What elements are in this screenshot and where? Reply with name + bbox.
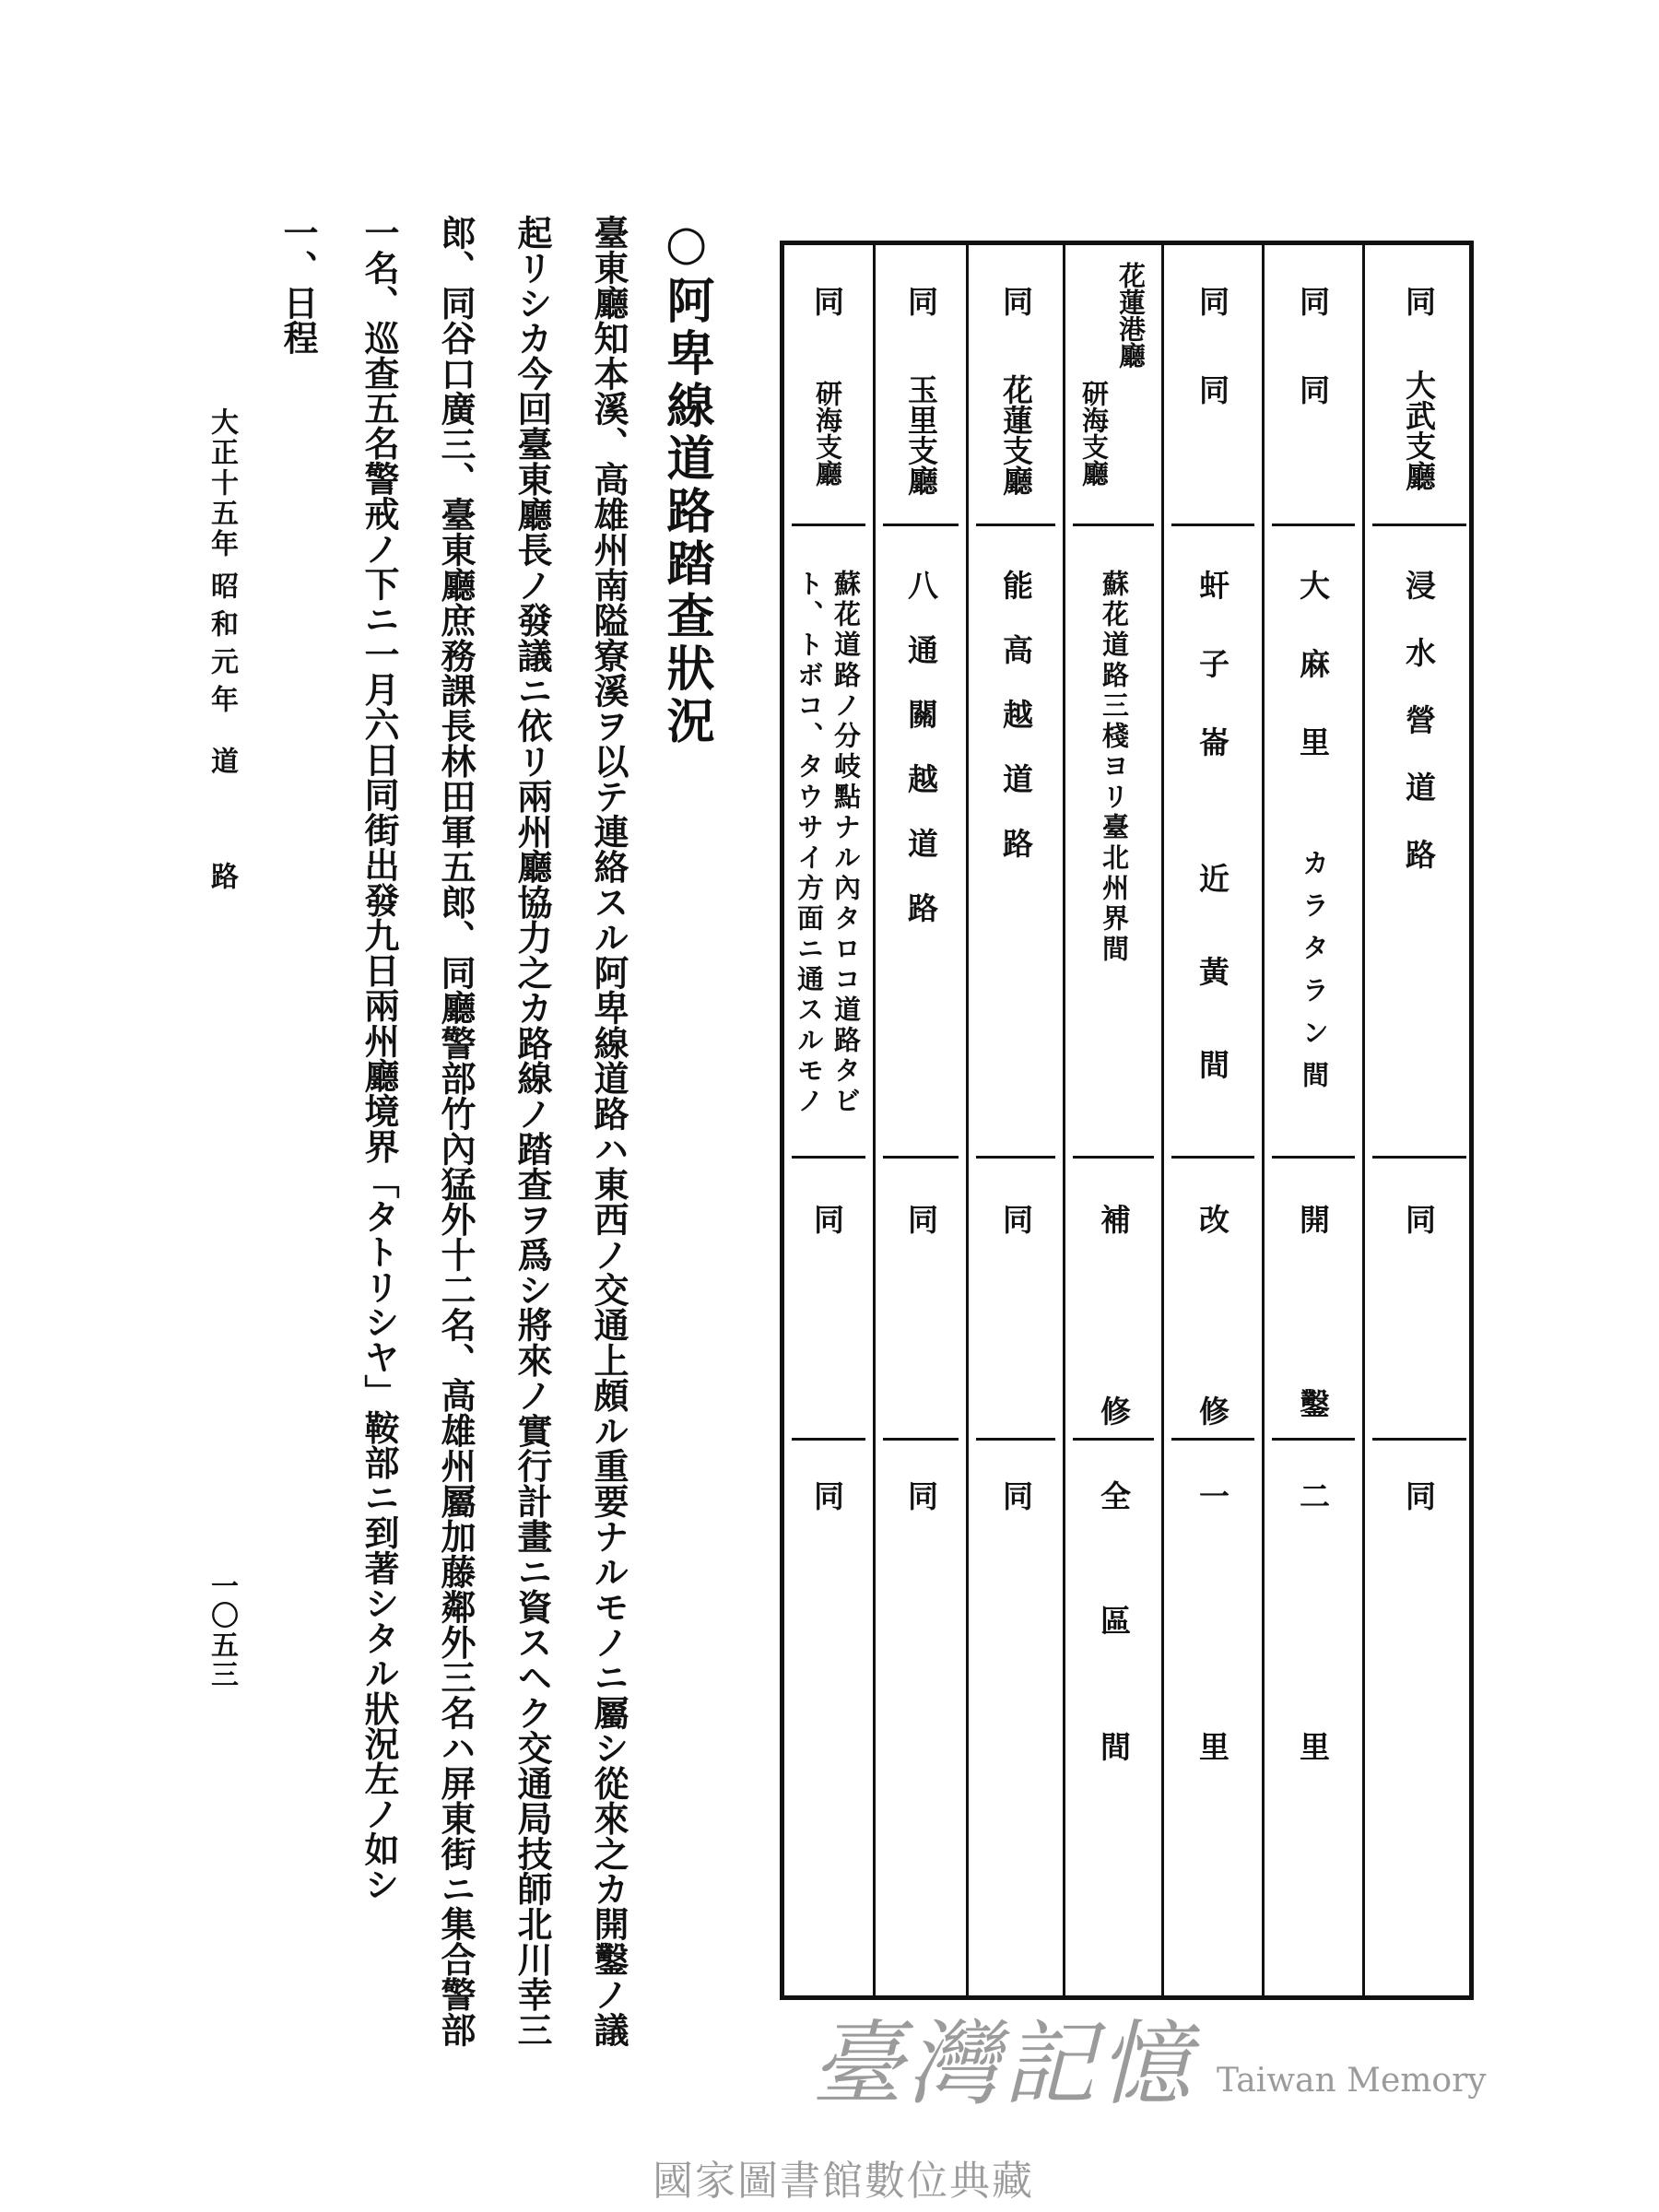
length-unit: 里 <box>1295 1731 1331 1761</box>
work-cell: 修 <box>1096 1395 1132 1426</box>
row-divider <box>976 524 1055 526</box>
body-text-line: 郎、同谷口廣三、臺東廳庶務課長林田軍五郎、同廳警部竹內猛外十二名、高雄州屬加藤鄰外三名ハ屏東街ニ集合警部 <box>435 215 477 2047</box>
watermark-logo: 臺灣記憶 <box>811 2010 1194 2118</box>
route-cell: 虷子崙 <box>1194 570 1230 805</box>
row-divider <box>883 524 959 526</box>
row-divider <box>1073 1438 1154 1441</box>
branch-cell: 研海支廳 <box>1078 380 1110 487</box>
table-row <box>1262 245 1362 1995</box>
route-cell: 能高越道路 <box>998 570 1034 892</box>
branch-cell: 同 <box>1194 374 1230 405</box>
table-row <box>784 245 873 1995</box>
branch-cell: 同 <box>1295 374 1331 405</box>
row-divider <box>1372 1156 1466 1159</box>
route-cell: 八通關越道路 <box>903 570 939 957</box>
section-title: ○阿卑線道路踏查狀況 <box>658 215 714 744</box>
prefecture-cell: 同 <box>903 286 939 316</box>
work-cell: 改 <box>1194 1204 1230 1234</box>
length-cell: 區 <box>1096 1605 1132 1635</box>
prefecture-cell: 同 <box>1194 286 1230 316</box>
branch-cell: 花蓮支廳 <box>998 374 1034 496</box>
prefecture-cell: 同 <box>1401 286 1437 316</box>
row-divider <box>1272 1438 1355 1441</box>
branch-cell: 大武支廳 <box>1401 370 1437 491</box>
running-head-era-alt: 昭和元年 <box>206 571 238 723</box>
length-cell: 同 <box>998 1480 1034 1511</box>
row-divider <box>792 1438 865 1441</box>
table-row <box>873 245 966 1995</box>
route-cell: 大麻里 <box>1295 570 1331 805</box>
length-cell: 二 <box>1295 1480 1331 1511</box>
route-cell-continued: ト、トボコ、タウサイ方面ニ通スルモノ <box>794 570 825 1117</box>
row-divider <box>792 1156 865 1159</box>
route-cell: 蘇花道路ノ分岐點ナル內タロコ道路タビ <box>830 570 862 1117</box>
road-works-table <box>780 241 1474 2000</box>
length-unit: 里 <box>1194 1731 1230 1761</box>
route-cell-end: カラタラン間 <box>1299 849 1330 1103</box>
row-divider <box>1372 1438 1466 1441</box>
length-cell: 同 <box>809 1480 845 1511</box>
table-row <box>1063 245 1161 1995</box>
row-divider <box>883 1156 959 1159</box>
row-divider <box>1272 1156 1355 1159</box>
row-divider <box>1272 524 1355 526</box>
length-cell: 同 <box>903 1480 939 1511</box>
prefecture-cell: 同 <box>998 286 1034 316</box>
work-cell: 同 <box>809 1204 845 1234</box>
row-divider <box>1171 1156 1254 1159</box>
route-cell: 浸水營道路 <box>1401 570 1437 906</box>
work-cell: 同 <box>1401 1204 1437 1234</box>
branch-cell: 研海支廳 <box>812 380 843 487</box>
running-head-section: 路 <box>206 862 238 889</box>
table-row <box>966 245 1063 1995</box>
footer-credit: 國家圖書館數位典藏 <box>653 2158 1034 2205</box>
row-divider <box>976 1438 1055 1441</box>
prefecture-cell: 同 <box>809 286 845 316</box>
work-cell: 同 <box>998 1204 1034 1234</box>
branch-cell: 玉里支廳 <box>903 374 939 496</box>
row-divider <box>883 1438 959 1441</box>
work-cell: 同 <box>903 1204 939 1234</box>
length-cell: 間 <box>1096 1731 1132 1761</box>
length-cell: 一 <box>1194 1480 1230 1511</box>
row-divider <box>1073 524 1154 526</box>
row-divider <box>792 524 865 526</box>
running-head-era: 大正十五年 <box>206 407 238 559</box>
row-divider <box>1372 524 1466 526</box>
table-row <box>1161 245 1262 1995</box>
body-text-line: 臺東廳知本溪、高雄州南隘寮溪ヲ以テ連絡スル阿卑線道路ハ東西ノ交通上頗ル重要ナルモノニ屬シ從來之カ開鑿ノ議 <box>588 215 629 2047</box>
route-cell: 蘇花道路三棧ヨリ臺北州界間 <box>1099 570 1130 965</box>
body-text-line: 起リシカ今回臺東廳長ノ發議ニ依リ兩州廳協力之カ路線ノ踏查ヲ爲シ將來ノ實行計畫ニ資スヘク交通局技師北川幸三 <box>512 215 553 2048</box>
table-row <box>1362 245 1474 1995</box>
watermark-english: Taiwan Memory <box>1217 2062 1487 2100</box>
running-head-section: 道 <box>206 747 238 774</box>
page-number: 一〇五三 <box>206 1571 238 1689</box>
work-cell: 開 <box>1295 1204 1331 1234</box>
body-text-line: 一名、巡查五名警戒ノ下ニ一月六日同街出發九日兩州廳境界「タトリシヤ」鞍部ニ到著シタル狀況左ノ如シ <box>359 215 400 1902</box>
length-cell: 全 <box>1096 1480 1132 1511</box>
prefecture-cell: 花蓮港廳 <box>1115 262 1147 369</box>
row-divider <box>1171 524 1254 526</box>
work-cell: 補 <box>1096 1204 1132 1234</box>
subheading-schedule: 一、日程 <box>277 215 319 355</box>
row-divider <box>1073 1156 1154 1159</box>
work-cell: 鑿 <box>1295 1388 1331 1418</box>
length-cell: 同 <box>1401 1480 1437 1511</box>
prefecture-cell: 同 <box>1295 286 1331 316</box>
row-divider <box>976 1156 1055 1159</box>
work-cell: 修 <box>1194 1395 1230 1426</box>
route-cell-end: 近黃間 <box>1194 863 1230 1142</box>
row-divider <box>1171 1438 1254 1441</box>
